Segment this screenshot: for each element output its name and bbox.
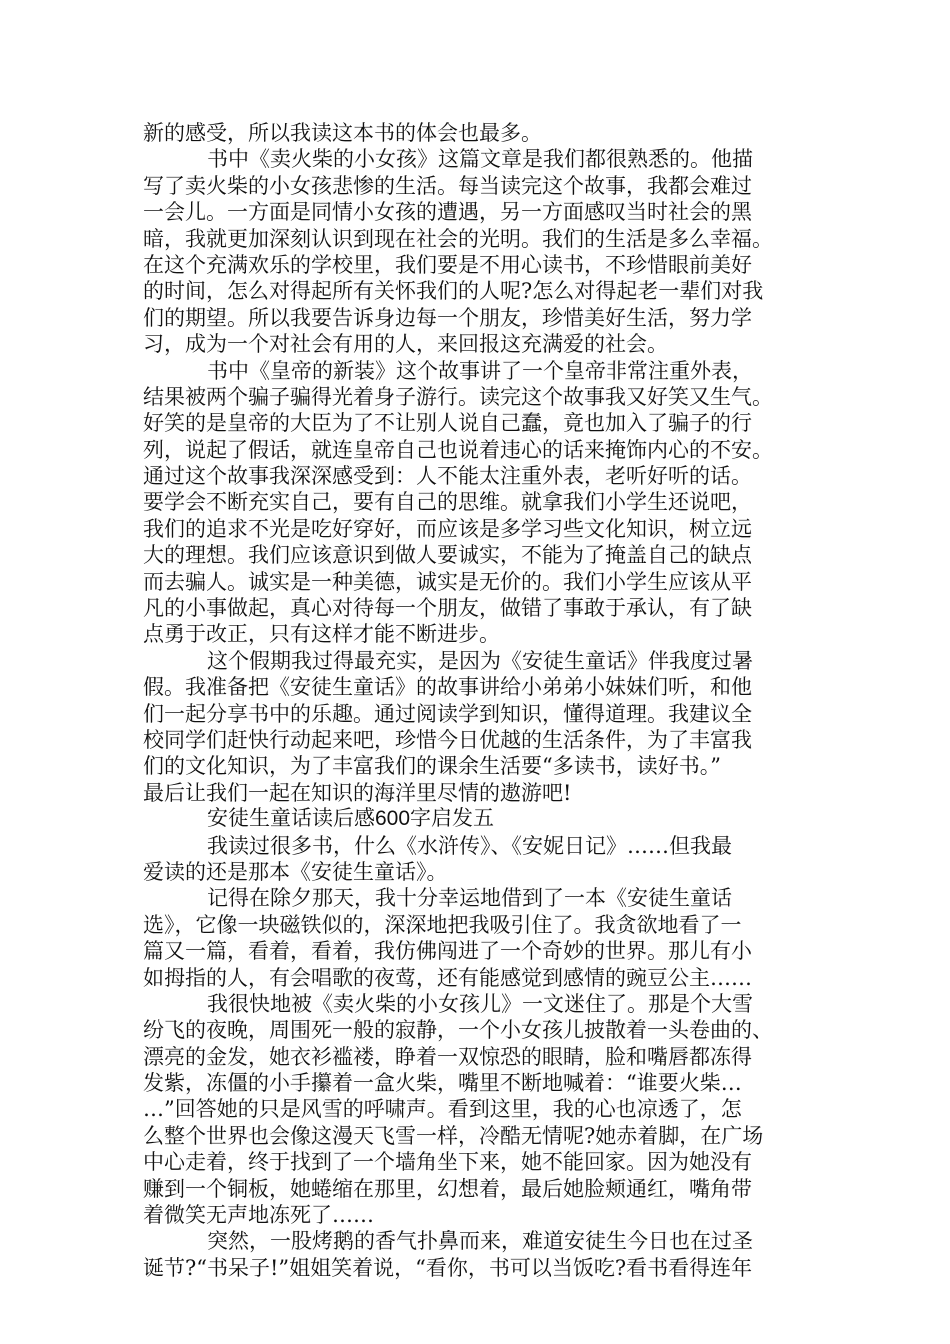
text-line: 结果被两个骗子骗得光着身子游行。读完这个故事我又好笑又生气。 (143, 384, 773, 409)
text-line: 写了卖火柴的小女孩悲惨的生活。每当读完这个故事，我都会难过 (143, 173, 752, 198)
text-line: 诞节?“书呆子!”姐姐笑着说，“看你，书可以当饭吃?看书看得连年 (143, 1255, 753, 1280)
text-line: 记得在除夕那天，我十分幸运地借到了一本《安徒生童话 (207, 886, 732, 911)
text-line: 这个假期我过得最充实，是因为《安徒生童话》伴我度过暑 (207, 648, 753, 673)
text-line: 么整个世界也会像这漫天飞雪一样，冷酷无情呢?她赤着脚，在广场 (143, 1123, 764, 1148)
text-line: 而去骗人。诚实是一种美德，诚实是无价的。我们小学生应该从平 (143, 569, 752, 594)
document-body (143, 120, 823, 1281)
text-line: 列，说起了假话，就连皇帝自己也说着违心的话来掩饰内心的不安。 (143, 437, 773, 462)
text-line: 书中《皇帝的新装》这个故事讲了一个皇帝非常注重外表， (207, 358, 753, 383)
text-line: 着微笑无声地冻死了…… (143, 1203, 374, 1228)
text-line: 们一起分享书中的乐趣。通过阅读学到知识，懂得道理。我建议全 (143, 701, 752, 726)
text-line: 校同学们赶快行动起来吧，珍惜今日优越的生活条件，为了丰富我 (143, 727, 752, 752)
text-line: 暗，我就更加深刻认识到现在社会的光明。我们的生活是多么幸福。 (143, 226, 773, 251)
text-line: 大的理想。我们应该意识到做人要诚实，不能为了掩盖自己的缺点 (143, 543, 752, 568)
text-line: 如拇指的人，有会唱歌的夜莺，还有能感觉到感情的豌豆公主…… (143, 965, 752, 990)
text-line: 凡的小事做起，真心对待每一个朋友，做错了事敢于承认，有了缺 (143, 596, 752, 621)
text-line: 突然，一股烤鹅的香气扑鼻而来，难道安徒生今日也在过圣 (207, 1229, 753, 1254)
text-line: 新的感受，所以我读这本书的体会也最多。 (143, 121, 542, 145)
text-line: 书中《卖火柴的小女孩》这篇文章是我们都很熟悉的。他描 (207, 147, 753, 172)
text-line: 最后让我们一起在知识的海洋里尽情的遨游吧! (143, 780, 572, 805)
text-line: 我读过很多书，什么《水浒传》、《安妮日记》……但我最 (207, 833, 732, 858)
text-line: 一会儿。一方面是同情小女孩的遭遇，另一方面感叹当时社会的黑 (143, 200, 752, 225)
text-line: …”回答她的只是风雪的呼啸声。看到这里，我的心也凉透了，怎 (143, 1097, 742, 1122)
text-line: 习，成为一个对社会有用的人，来回报这充满爱的社会。 (143, 332, 668, 357)
text-line: 我很快地被《卖火柴的小女孩儿》一文迷住了。那是个大雪 (207, 991, 753, 1016)
text-line: 爱读的还是那本《安徒生童话》。 (143, 859, 448, 884)
text-line: 的时间，怎么对得起所有关怀我们的人呢?怎么对得起老一辈们对我 (143, 279, 764, 304)
section-heading: 安徒生童话读后感600字启发五 (207, 807, 495, 831)
text-line: 好笑的是皇帝的大臣为了不让别人说自己蠢，竟也加入了骗子的行 (143, 411, 752, 436)
text-line: 中心走着，终于找到了一个墙角坐下来，她不能回家。因为她没有 (143, 1150, 752, 1175)
text-line: 们的文化知识，为了丰富我们的课余生活要“多读书，读好书。” (143, 754, 721, 779)
text-line: 漂亮的金发，她衣衫褴褛，睁着一双惊恐的眼睛，脸和嘴唇都冻得 (143, 1044, 752, 1069)
text-line: 点勇于改正，只有这样才能不断进步。 (143, 622, 500, 647)
text-line: 篇又一篇，看着，看着，我仿佛闯进了一个奇妙的世界。那儿有小 (143, 939, 752, 964)
text-line: 假。我准备把《安徒生童话》的故事讲给小弟弟小妹妹们听，和他 (143, 675, 752, 700)
text-line: 通过这个故事我深深感受到：人不能太注重外表，老听好听的话。 (143, 464, 752, 489)
text-line: 选》，它像一块磁铁似的，深深地把我吸引住了。我贪欲地看了一 (143, 912, 742, 937)
text-line: 在这个充满欢乐的学校里，我们要是不用心读书，不珍惜眼前美好 (143, 252, 752, 277)
text-line: 纷飞的夜晚，周围死一般的寂静，一个小女孩儿披散着一头卷曲的、 (143, 1018, 773, 1043)
text-line: 发紫，冻僵的小手攥着一盒火柴，嘴里不断地喊着：“谁要火柴… (143, 1071, 742, 1096)
text-line: 们的期望。所以我要告诉身边每一个朋友，珍惜美好生活，努力学 (143, 305, 752, 330)
text-line: 赚到一个铜板，她蜷缩在那里，幻想着，最后她脸颊通红，嘴角带 (143, 1176, 752, 1201)
text-line: 要学会不断充实自己，要有自己的思维。就拿我们小学生还说吧， (143, 490, 752, 515)
text-line: 我们的追求不光是吃好穿好，而应该是多学习些文化知识，树立远 (143, 516, 752, 541)
